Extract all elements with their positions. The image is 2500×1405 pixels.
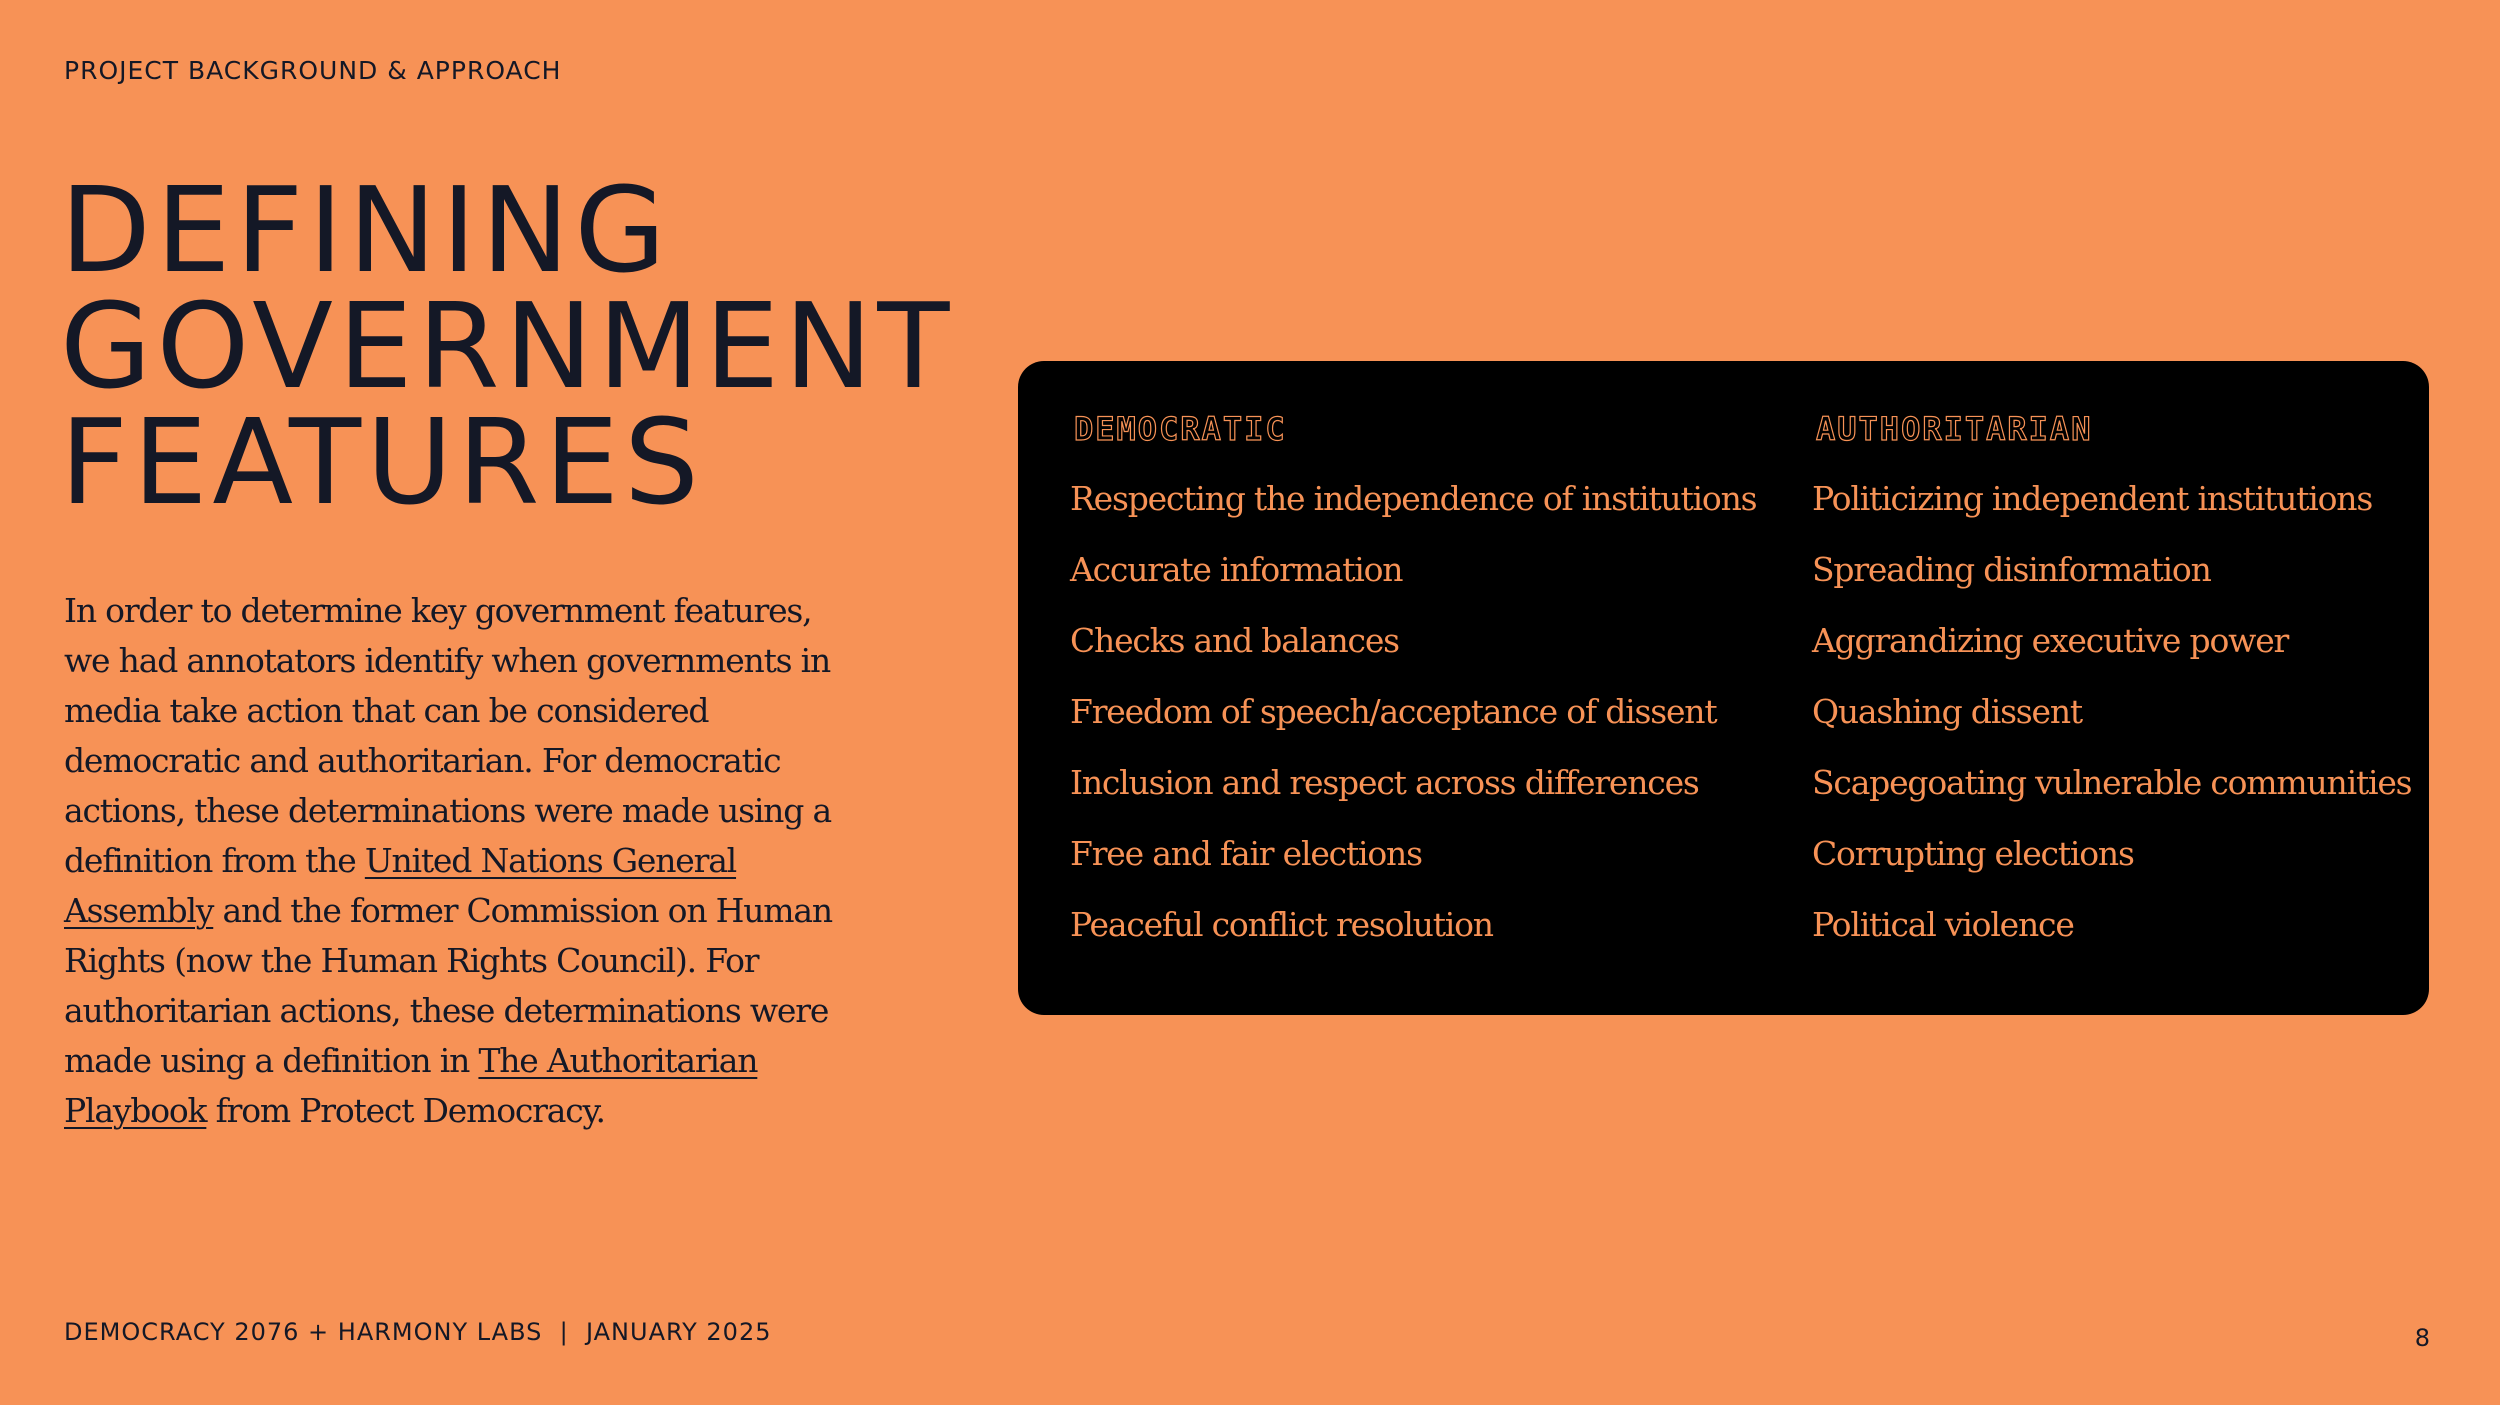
authoritarian-item: Scapegoating vulnerable communities [1812,763,2412,802]
democratic-heading: DEMOCRATIC [1074,410,1287,448]
democratic-item: Inclusion and respect across differences [1070,763,1699,802]
features-panel [1018,361,2429,1015]
authoritarian-item: Politicizing independent institutions [1812,479,2373,518]
authoritarian-list [1812,463,2411,960]
intro-text-3: from Protect Democracy. [206,1091,605,1130]
democratic-column [1070,409,1756,960]
authoritarian-playbook-link[interactable]: The Authoritarian Playbook [64,1041,758,1130]
un-general-assembly-link[interactable]: United Nations General Assembly [64,841,737,930]
democratic-item: Free and fair elections [1070,834,1422,873]
authoritarian-item: Political violence [1812,905,2074,944]
title-line-2: GOVERNMENT [60,277,955,415]
intro-paragraph [64,586,854,1136]
page-title [60,161,955,531]
footer-credit: DEMOCRACY 2076 + HARMONY LABS | JANUARY 2025 [64,1318,772,1346]
section-eyebrow: PROJECT BACKGROUND & APPROACH [64,56,562,85]
democratic-item: Accurate information [1070,550,1403,589]
authoritarian-item: Corrupting elections [1812,834,2134,873]
democratic-item: Checks and balances [1070,621,1399,660]
democratic-item: Freedom of speech/acceptance of dissent [1070,692,1717,731]
intro-text-2: and the former Commission on Human Rights (now the Human Rights Council). For authoritarian actions, these determinations were made using a definition in [64,891,832,1080]
intro-text-1: In order to determine key government features, we had annotators identify when governments in media take action that can be considered democratic and authoritarian. For democratic actions, these determinations were made using a definition from the [64,591,831,880]
title-line-3: FEATURES [60,393,704,531]
authoritarian-item: Quashing dissent [1812,692,2082,731]
title-line-1: DEFINING [60,161,671,299]
democratic-item: Respecting the independence of institutions [1070,479,1757,518]
democratic-list [1070,463,1756,960]
authoritarian-column [1812,409,2411,960]
page-number: 8 [2414,1324,2430,1352]
authoritarian-item: Aggrandizing executive power [1812,621,2289,660]
democratic-item: Peaceful conflict resolution [1070,905,1493,944]
authoritarian-heading: AUTHORITARIAN [1816,410,2093,448]
authoritarian-item: Spreading disinformation [1812,550,2211,589]
